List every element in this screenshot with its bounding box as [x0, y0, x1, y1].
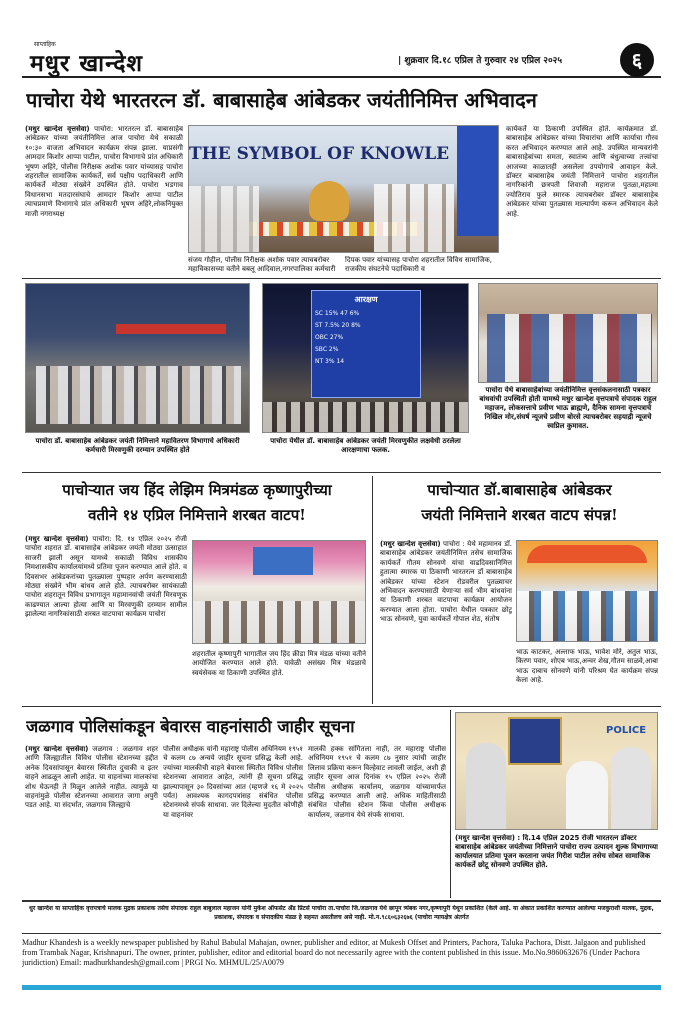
poster-icon: [253, 547, 313, 575]
board-row: NT 3% 14: [315, 358, 345, 365]
page-number: ६: [620, 43, 654, 77]
photo-msedcl-rally: [25, 283, 250, 433]
board-title: आरक्षण: [354, 295, 378, 304]
story2-headline-line1: पाचोऱ्यात जय हिंद लेझिम मित्रमंडळ कृष्णापुरीच्या: [62, 481, 332, 499]
masthead-tagline: साप्ताहिक: [34, 41, 56, 48]
police-label: POLICE: [606, 725, 647, 736]
newspaper-title: मधुर खान्देश: [30, 50, 144, 77]
caption-journalists: पाचोरा येथे बाबासाहेबांच्या जयंतीनिमित्त वृत्तसंकलनासाठी पत्रकार बांधवांची उपस्थिती होती यामध्ये मधुर खान्देश वृत्तपत्राचे संपादक राहुल महाजन, लोकसत्ताचे प्रवीण भाऊ ब्राह्मणे, दैनिक सामना वृत्तपत्राचे निखिल मोर,संघर्ष न्यूजचे प्रवीण बोरसे त्याचबरोबर सहयाद्री न्यूजचे स्वप्निल कुमावत.: [479, 386, 657, 430]
story4-byline: (मधुर खान्देश वृत्तसेवा): [25, 745, 89, 753]
people-group-icon: [189, 186, 259, 253]
story3-byline: (मधुर खान्देश वृत्तसेवा): [380, 540, 441, 548]
photo-journalists: [478, 283, 658, 383]
reservation-board: [311, 290, 421, 398]
photo-excise-office: [455, 712, 658, 830]
issue-date: | शुक्रवार दि.१८ एप्रिल ते गुरुवार २४ एप्रिल २०२५: [398, 56, 563, 66]
caption-reservation-board: पाचोरा येथील डॉ. बाबासाहेब आंबेडकर जयंती मिरवणुकीत लक्षवेधी ठरलेला आरक्षणाचा फलक.: [270, 437, 461, 454]
board-row: ST 7.5% 20 8%: [315, 322, 361, 329]
people-group-icon: [36, 366, 241, 424]
footer-rule: [22, 933, 661, 934]
story4-column-1: [25, 745, 158, 895]
lead-column-1: [25, 125, 183, 273]
lead-column-3: कार्यकर्ते या ठिकाणी उपस्थित होते. कार्यक्रमात डॉ. बाबासाहेब आंबेडकर यांच्या विचारांचा आणि कार्याचा गौरव करत अभिवादन करण्यात आले आहे. उपस्थित मान्यवरांनी बाबासाहेबांच्या समता, स्वातंत्र्य आणि बंधुत्वाच्या तत्त्वांचा आजच्या काळातही असलेला उपयोगाचे आवाहन केले. डॉक्टर बाबासाहेब जयंती निमित्ताने पाचोरा शहरातील नागरिकांनी छत्रपती शिवाजी महाराज पुतळा,महात्मा ज्योतिराव फुले स्मारक त्याचबरोबर डॉक्टर बाबासाहेब आंबेडकर यांच्या पुतळ्यास माल्यार्पण करून अभिवादन केले आहे.: [506, 125, 658, 218]
story2-headline-line2: वतीने १४ एप्रिल निमित्ताने शरबत वाटप!: [88, 506, 306, 524]
footer-imprint-marathi: धुर खान्देश या साप्ताहिक वृत्तपत्राचे मालक मुद्रक प्रकाशक तसेच संपादक राहुल बाबुलाल महाजन यांनी मुकेश ऑफसेट अँड प्रिंटर्स पाचोरा ता.पाचोरा जि.जळगाव येथे छापून त्र्यंबक नगर,कृष्णापुरी येथून प्रकाशित (केले आहे. या अंकात प्रकाशित करण्यात आलेल्या मजकुराशी मालक, मुद्रक, प्रकाशक, संपादक व संपादकीय मंडळ हे सहमत असतीलच असे नाही. मो.न.९८६०६३२६७६ (पाचोरा न्यायक्षेत्र अंतर्गत: [29, 905, 654, 921]
photo-sharbat-stall: [192, 540, 366, 644]
people-group-icon: [193, 601, 366, 644]
story5-text: : दि.14 एप्रिल 2025 रोजी भारतरत्न डॉक्टर बाबासाहेब आंबेडकर जयंतीच्या निमित्ताने पाचोरा राज्य उत्पादन शुल्क विभागाच्या कार्यालयात प्रतिमा पूजन करताना जयंत गिरीश पाटील तसेच सोबत सामाजिक कार्यकर्ते छोटू सोनवणे उपस्थित होते.: [455, 834, 658, 869]
person-icon: [566, 761, 608, 830]
divider: [22, 472, 661, 473]
story3-column-2: भाऊ काटकर, अल्ताफ भाऊ, भावेश मोरे, अतुल भाऊ, किरण पवार, शोएब भाऊ,अन्वर शेख,गौतम साळवे,आबा भाऊ दाबाच सोनवणे यांनी परिश्रम घेत कार्यक्रम संपन्न केला आहे.: [516, 648, 658, 685]
photo-sharbat-distribution: [516, 540, 658, 642]
lead-text-1: पाचोरा: भारतरत्न डॉ. बाबासाहेब आंबेडकर यांच्या जयंतीनिमित्त आज पाचोरा येथे सकाळी १०:३० वाजता अभिवादन कार्यक्रम संपन्न झाला. याप्रसंगी आमदार किशोर आप्पा पाटील, पाचोरा विभागाचे प्रांत अधिकारी भूषण अहिरे, पोलीस निरीक्षक अशोक पवार यांच्यासह पाचोरा शहरातील सामाजिक कार्यकर्ते, सर्व पक्षीय पदाधिकारी आणि कार्यकर्ते मोठ्या संख्येने उपस्थित होते. पाचोरा भडगाव विधानसभा मतदारसंघाचे आमदार किशोर आप्पा पाटील त्याचप्रमाणे विभागाचे प्रांत अधिकारी भूषण अहिरे,लोकनियुक्त माजी नगराध्यक्ष: [25, 125, 183, 218]
crowd-icon: [263, 402, 469, 433]
story3-headline-line1: पाचोऱ्यात डॉ.बाबासाहेब आंबेडकर: [427, 481, 612, 499]
story2-byline: (मधुर खान्देश वृत्तसेवा): [25, 535, 89, 543]
divider: [22, 706, 661, 707]
story4-column-2: पोलीस अधीक्षक यांनी महाराष्ट्र पोलीस अधिनियम १९५१ चे कलम ८७ अन्वये जाहीर सूचना प्रसिद्ध केली आहे. ज्यांच्या मालकीची वाहने बेवारस स्थितीत विविध पोलीस स्टेशनच्या आवारात आहेत, त्यांनी ही सूचना प्रसिद्ध झाल्यापासून ३० दिवसांच्या आत (म्हणजे १६ मे २०२५ पर्यंत) आवश्यक कागदपत्रांसह संबंधित पोलीस स्टेशनमध्ये संपर्क साधावा. जर दिलेल्या मुदतीत कोणीही या वाहनांवर: [163, 745, 303, 819]
lead-photo-caption-left: संजय गोहील, पोलीस निरीक्षक अशोक पवार त्याचबरोबर महाविकासच्या वतीने बबलू आदिवाल,नगरपालिका कर्मचारी: [188, 256, 336, 273]
blue-flag: [457, 126, 499, 236]
board-row: SBC 2%: [315, 346, 339, 353]
footer-accent-bar: [22, 985, 661, 990]
people-group-icon: [517, 591, 658, 642]
lead-photo-caption-right: दिपक पवार यांच्यासह पाचोरा शहरातील विविध सामाजिक, राजकीय संघटनेचे पदाधिकारी व: [345, 256, 493, 273]
photo-reservation-board: [262, 283, 469, 433]
board-row: SC 15% 47 6%: [315, 310, 360, 317]
statue-icon: [309, 181, 349, 221]
story3-column-1: [380, 540, 512, 703]
person-icon: [466, 743, 506, 830]
board-row: OBC 27%: [315, 334, 344, 341]
people-group-icon: [374, 184, 454, 253]
story2-column-2: शहरातील कृष्णापुरी भागातील जय हिंद क्रीडा मित्र मंडळ यांच्या वतीने आयोजित करण्यात आले होते. यावेळी असंख्य मित्र मंडळाचे स्वयंसेवक या ठिकाणी उपस्थित होते.: [192, 650, 366, 677]
divider: [22, 278, 661, 279]
lead-photo: [188, 125, 499, 253]
people-group-icon: [487, 314, 652, 382]
story4-column-3: मालकी हक्क सांगितला नाही, तर महाराष्ट्र पोलीस अधिनियम १९५१ चे कलम ८७ नुसार त्यांची जाहीर लिलाव प्रक्रिया करून विल्हेवाट लावली जाईल, अशी ही जाहीर सूचना आज दिनांक १५ एप्रिल २०२५ रोजी पोलीस अधीक्षक कार्यालय, जळगाव यांच्यामार्फत प्रसिद्ध करण्यात आली आहे. अधिक माहितीसाठी संबंधित पोलीस स्टेशन किंवा पोलीस अधीक्षक कार्यालय, जळगाव येथे संपर्क साधावा.: [308, 745, 446, 819]
photo-banner-text: THE SYMBOL OF KNOWLE: [189, 144, 450, 164]
story5-byline: (मधुर खान्देश वृत्तसेवा): [455, 834, 515, 842]
emblem-icon: [508, 717, 562, 765]
footer-imprint-english: Madhur Khandesh is a weekly newspaper published by Rahul Babulal Mahajan, owner, publisher and editor, at Mukesh Offset and Printers, Pachora, Taluka Pachora, Distt. Jalgaon and published from Trambak Nagar, Krishnapuri. The owner, printer, publisher, editor and editorial board do not necessarily agree with the content published in this issue. Mo.No.9860632676 (Under Pachora juridiction) Email: madhurkhandesh@gmail.com | PRGI No. MHMUL/25/A0079: [22, 938, 646, 967]
story5-caption: [455, 834, 658, 896]
story4-text-1: जळगाव : जळगाव शहर आणि जिल्ह्यातील विविध पोलीस स्टेशनच्या हद्दीत अनेक दिवसांपासून बेवारस स्थितीत दुचाकी व इतर वाहने आढळून आली आहेत. या वाहनांच्या मालकांचा शोध घेऊनही ते मिळून आलेले नाहीत. त्यामुळे या वाहनांमुळे पोलीस स्टेशनच्या आवारात जागा अपुरी पडत आहे. या संदर्भात, जळगाव जिल्ह्याचे: [25, 745, 158, 810]
story4-headline: जळगाव पोलिसांकडून बेवारस वाहनांसाठी जाहीर सूचना: [26, 717, 355, 736]
banner-icon: [116, 324, 226, 334]
lead-byline: (मधुर खान्देश वृत्तसेवा): [25, 125, 90, 133]
column-divider: [372, 476, 373, 704]
story2-column-1: [25, 535, 187, 703]
person-icon: [611, 747, 651, 830]
caption-msedcl-rally: पाचोरा डॉ. बाबासाहेब आंबेडकर जयंती निमित्ताने महावितरण विभागाचे अधिकारी कर्मचारी मिरवणुकी दरम्यान उपस्थित होते: [35, 437, 240, 454]
footer-rule: [22, 900, 661, 902]
umbrella-icon: [527, 545, 647, 563]
column-divider: [450, 710, 451, 898]
story2-text-1: पाचोरा: दि. १४ एप्रिल २०२५ रोजी पाचोरा शहरात डॉ. बाबासाहेब आंबेडकर जयंती मोठ्या उत्साहात साजरी झाली असून यामध्ये सकाळी विविध शासकीय निमशासकीय कार्यालयांमध्ये प्रतिमा पूजन करण्यात आले होते. व दिवसभर आंबेडकरांच्या पुतळ्याला पुष्पहार अर्पण करण्यासाठी मोठ्या संख्येने भीम बांधव आले होते. त्याचबरोबर सायंकाळी पाचोरा शहरातून विविध प्रभागातून महामानवांची जयंती मिरवणूक काढण्यात आल्या होत्या आणि या मिरवणुकी दरम्यान सामील झालेल्या नागरिकांसाठी शरबत वाटपाचा कार्यक्रम पाचोरा: [25, 535, 187, 619]
story3-text-1: पाचोरा : येथे महामानव डॉ. बाबासाहेब आंबेडकर जयंतीनिमित्त तसेच सामाजिक कार्यकर्ते गौतम सोनवणे यांचा वाढदिवसानिमित्त हुतात्मा स्मारक या ठिकाणी भारतरत्न डॉ बाबासाहेब आंबेडकर यांच्या स्टेशन रोडवरील पुतळ्याचर अभिवादन करण्यासाठी येणाऱ्या सर्व भीम बांधवांना या ठिकाणी शरबत वाटपाचा कार्यक्रम आयोजन करण्यात आला होता. पाचोरा येथील पत्रकार छोटू भाऊ सोनवणे, युवा कार्यकर्ते गोपाल शेठ, संतोष: [380, 540, 512, 624]
lead-headline: पाचोरा येथे भारतरत्न डॉ. बाबासाहेब आंबेडकर जयंतीनिमित्त अभिवादन: [26, 88, 537, 112]
story3-headline-line2: जयंती निमित्ताने शरबत वाटप संपन्न!: [421, 506, 618, 524]
